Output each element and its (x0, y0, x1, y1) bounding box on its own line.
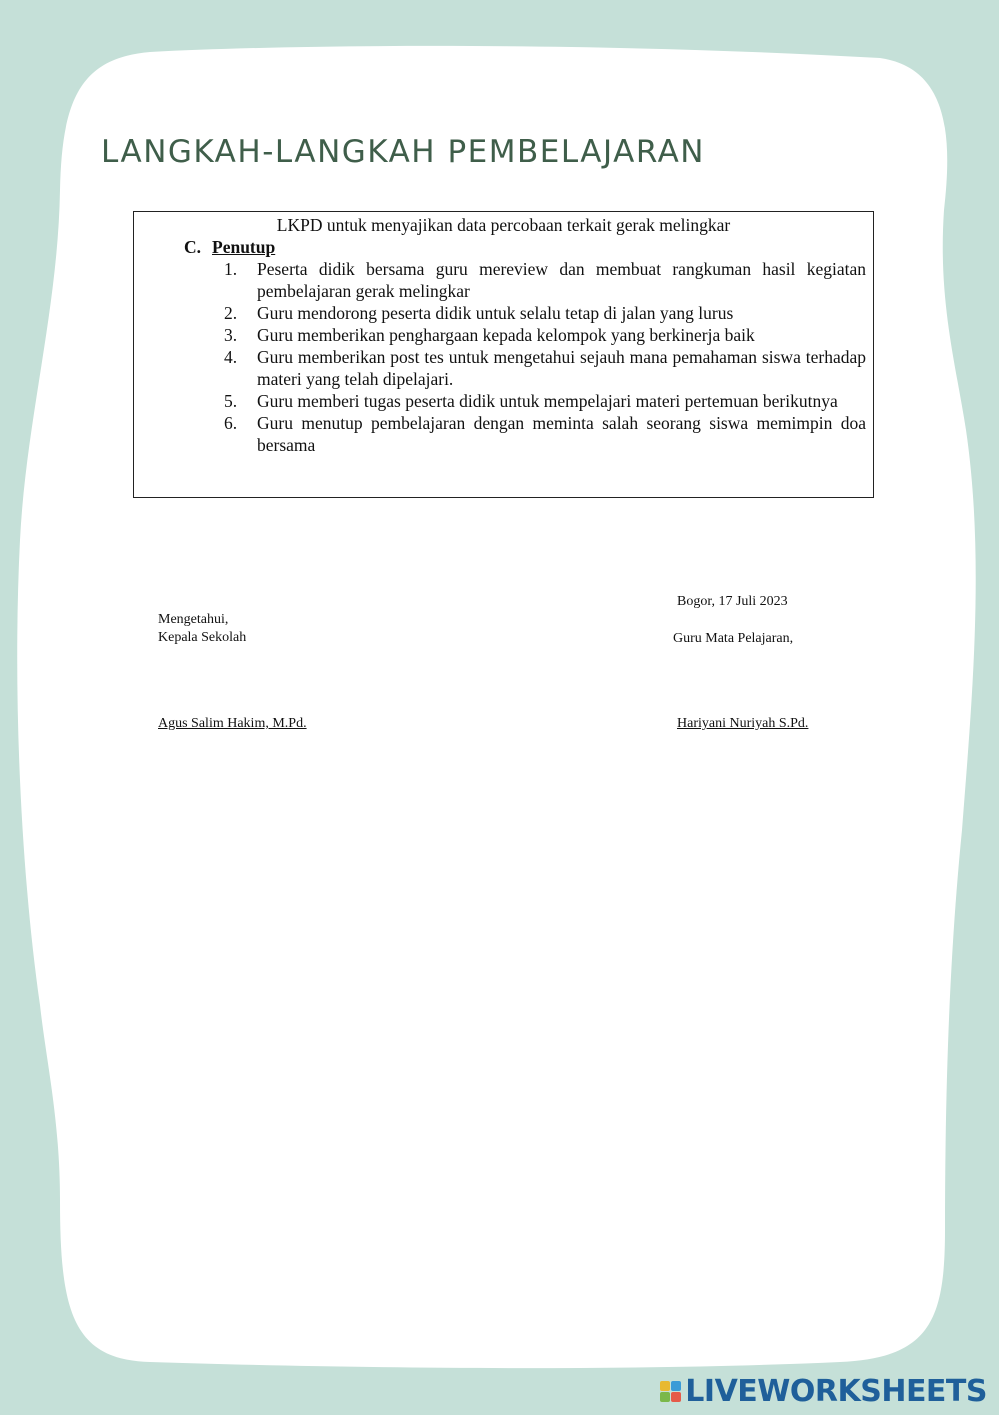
step-list (224, 258, 866, 456)
step-number: 2. (224, 303, 238, 323)
list-item (224, 302, 866, 324)
list-item (224, 258, 866, 302)
page-title: LANGKAH-LANGKAH PEMBELAJARAN (101, 134, 705, 170)
section-letter: C. (184, 237, 202, 257)
step-text: Guru memberikan post tes untuk mengetahui sejauh mana pemahaman siswa terhadap materi yang telah dipelajari. (257, 347, 866, 389)
lesson-steps-box (133, 211, 874, 498)
signature-known-label: Mengetahui, (158, 612, 229, 627)
step-number: 3. (224, 325, 238, 345)
logo-icon (660, 1381, 681, 1402)
signature-date: Bogor, 17 Juli 2023 (677, 594, 788, 609)
list-item (224, 346, 866, 390)
section-heading (184, 236, 275, 258)
step-text: Guru mendorong peserta didik untuk selalu tetap di jalan yang lurus (257, 303, 734, 323)
signature-teacher-label: Guru Mata Pelajaran, (673, 631, 794, 646)
liveworksheets-logo[interactable] (660, 1374, 987, 1409)
step-text: Guru memberikan penghargaan kepada kelompok yang berkinerja baik (257, 325, 755, 345)
step-number: 6. (224, 413, 238, 433)
signature-principal-label: Kepala Sekolah (158, 630, 247, 645)
signature-principal-name: Agus Salim Hakim, M.Pd. (158, 716, 307, 731)
box-header: LKPD untuk menyajikan data percobaan terkait gerak melingkar (276, 215, 731, 235)
step-number: 5. (224, 391, 238, 411)
step-text: Peserta didik bersama guru mereview dan membuat rangkuman hasil kegiatan pembelajaran gerak melingkar (257, 259, 866, 301)
step-text: Guru menutup pembelajaran dengan meminta salah seorang siswa memimpin doa bersama (257, 413, 866, 455)
list-item (224, 324, 866, 346)
step-text: Guru memberi tugas peserta didik untuk mempelajari materi pertemuan berikutnya (257, 391, 838, 411)
signature-teacher-name: Hariyani Nuriyah S.Pd. (677, 716, 809, 731)
step-number: 4. (224, 347, 238, 367)
brand-name: LIVEWORKSHEETS (685, 1374, 987, 1409)
section-title: Penutup (212, 237, 276, 257)
list-item (224, 412, 866, 456)
list-item (224, 390, 866, 412)
step-number: 1. (224, 259, 238, 279)
